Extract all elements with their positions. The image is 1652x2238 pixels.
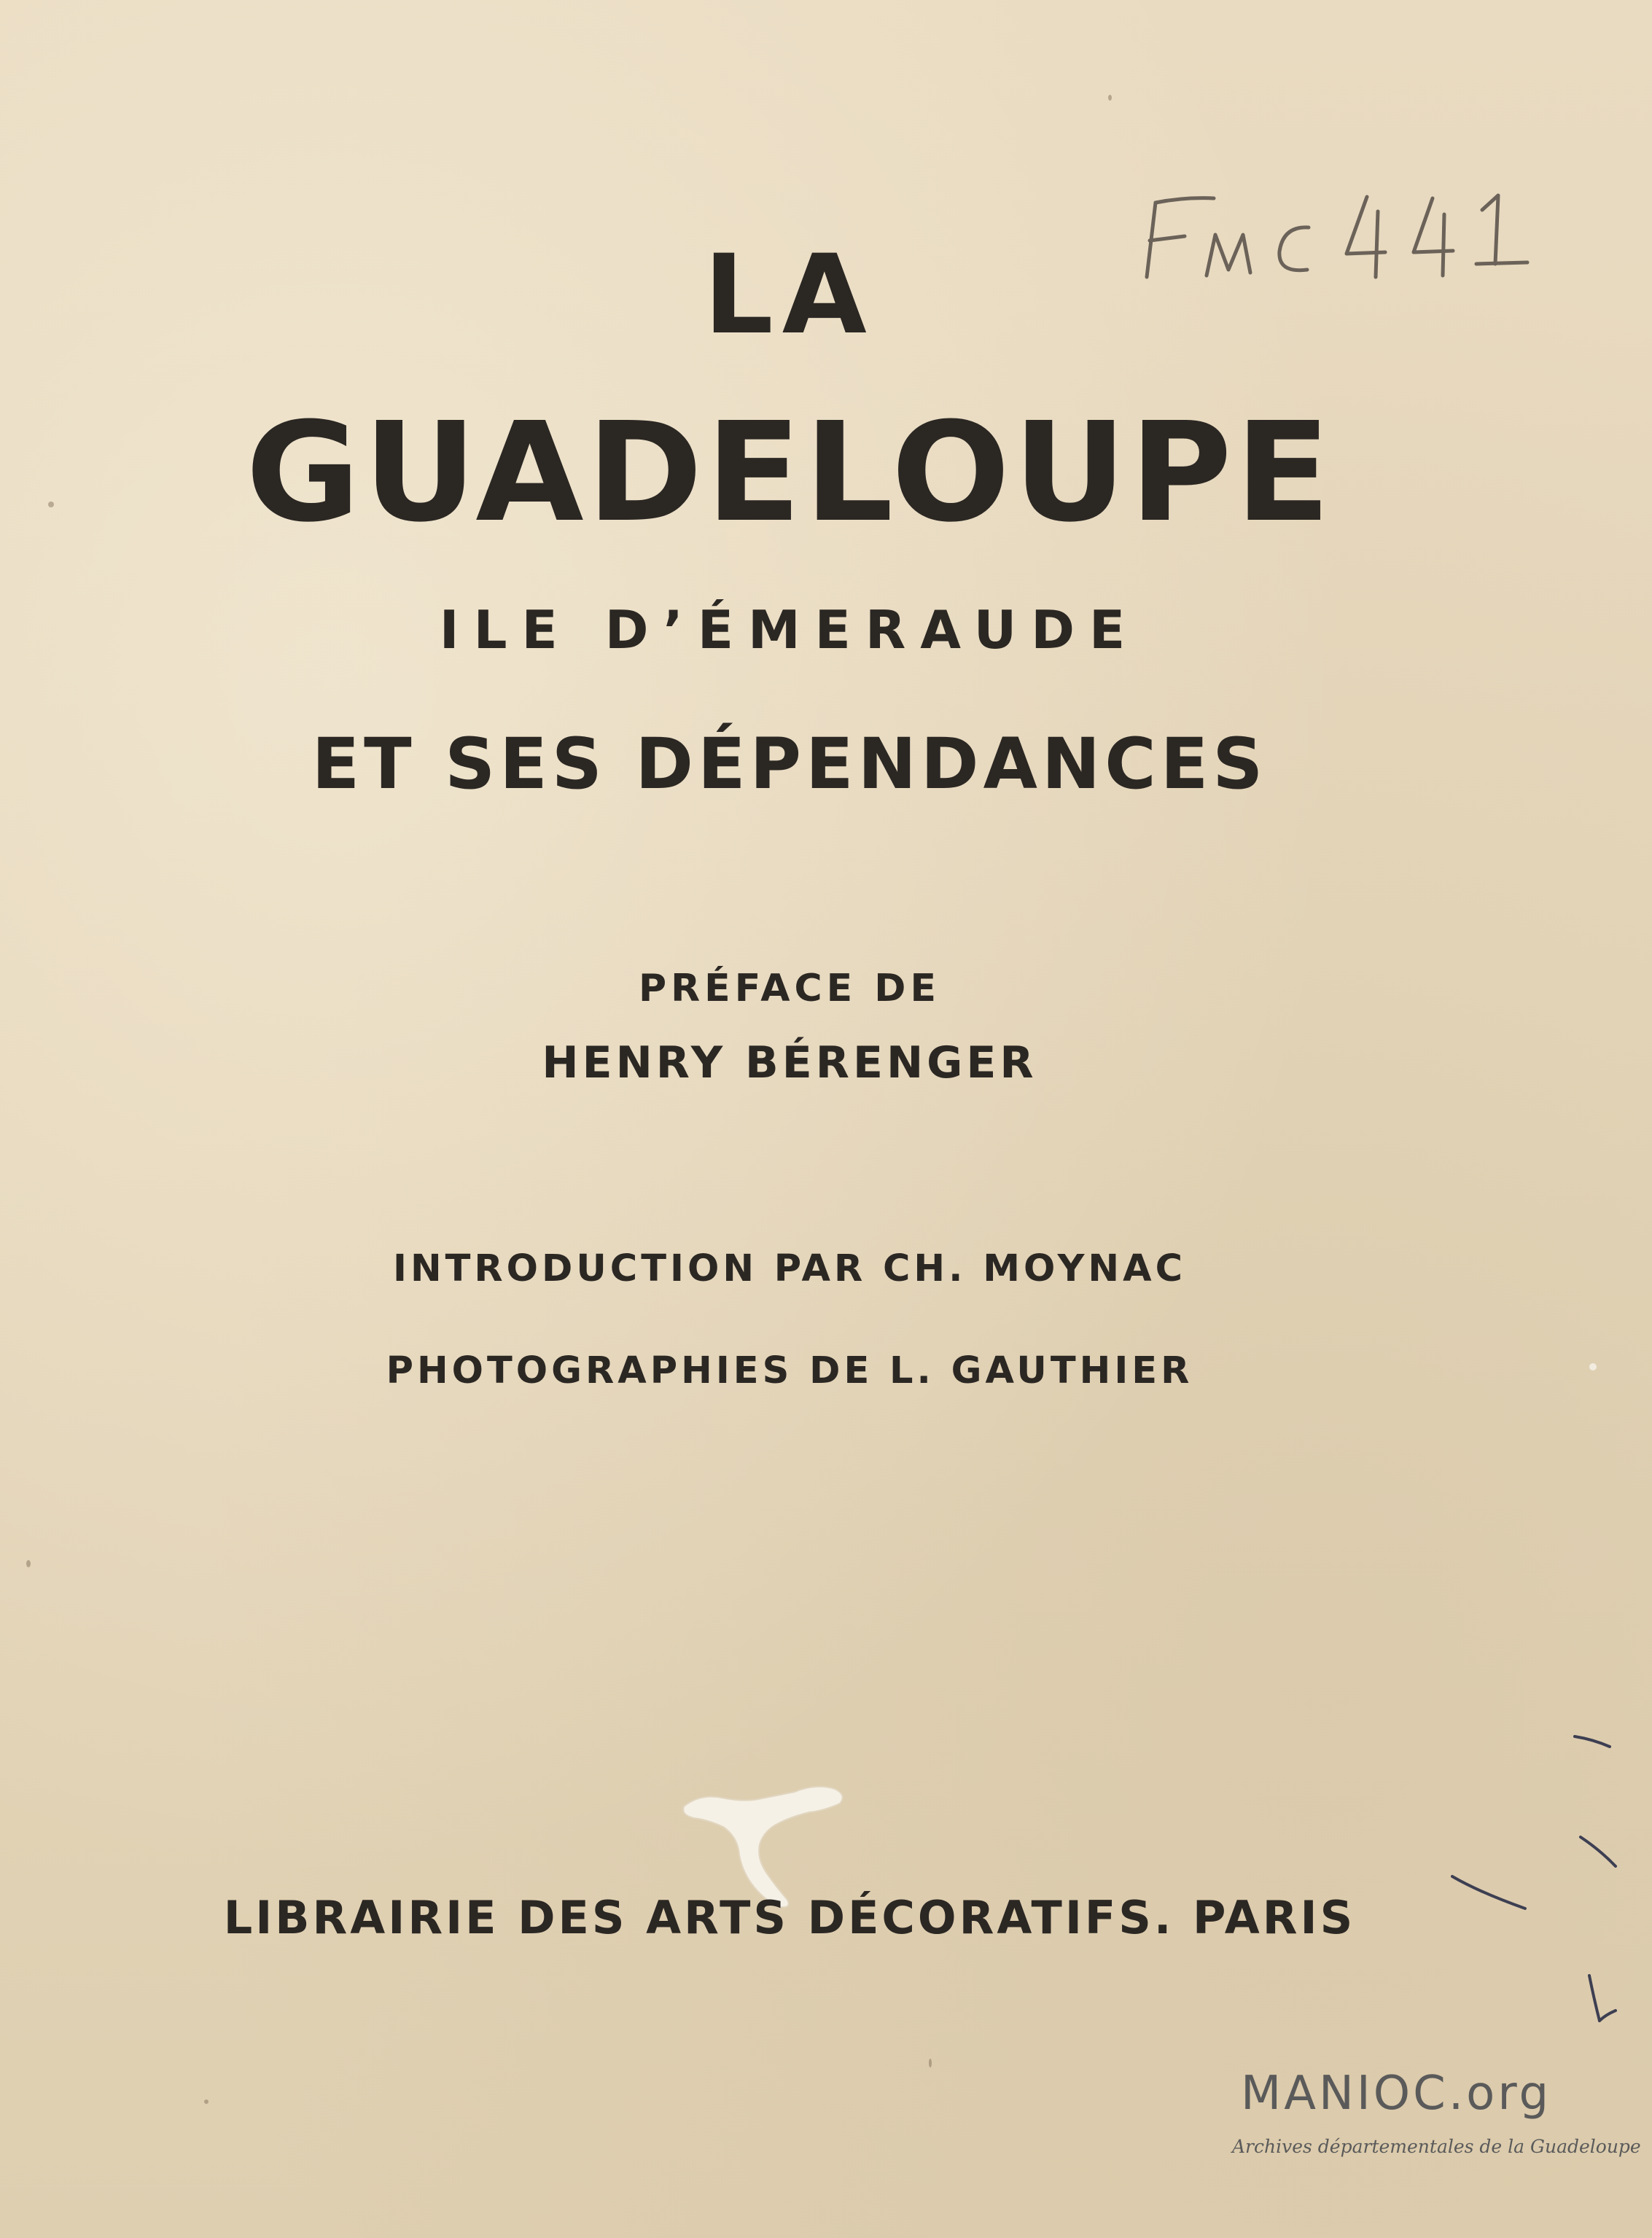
paper-speck: [929, 2059, 932, 2067]
pencil-strokes: [1443, 1720, 1633, 2041]
manioc-logo: MANIOC.org: [1241, 2067, 1552, 2121]
title-line-la: LA: [704, 232, 876, 359]
paper-speck: [204, 2099, 209, 2104]
paper-speck: [1589, 1363, 1597, 1371]
manioc-archives-caption: Archives départementales de la Guadeloupe: [1232, 2136, 1641, 2157]
manioc-watermark: [1232, 2067, 1641, 2172]
title-line-guadeloupe: GUADELOUPE: [245, 393, 1334, 553]
preface-author: HENRY BÉRENGER: [542, 1037, 1037, 1088]
paper-speck: [1108, 95, 1112, 101]
paper-speck: [48, 502, 54, 507]
publisher-line: LIBRAIRIE DES ARTS DÉCORATIFS. PARIS: [223, 1891, 1356, 1944]
subtitle-dependances: ET SES DÉPENDANCES: [311, 723, 1268, 805]
photographs-credit: PHOTOGRAPHIES DE L. GAUTHIER: [386, 1349, 1193, 1392]
preface-label: PRÉFACE DE: [639, 967, 940, 1010]
paper-speck: [26, 1560, 31, 1567]
introduction-credit: INTRODUCTION PAR CH. MOYNAC: [392, 1247, 1187, 1290]
pencil-margin-marks: [1443, 1720, 1633, 2041]
subtitle-ile-d-emeraude: ILE D’ÉMERAUDE: [439, 599, 1140, 660]
